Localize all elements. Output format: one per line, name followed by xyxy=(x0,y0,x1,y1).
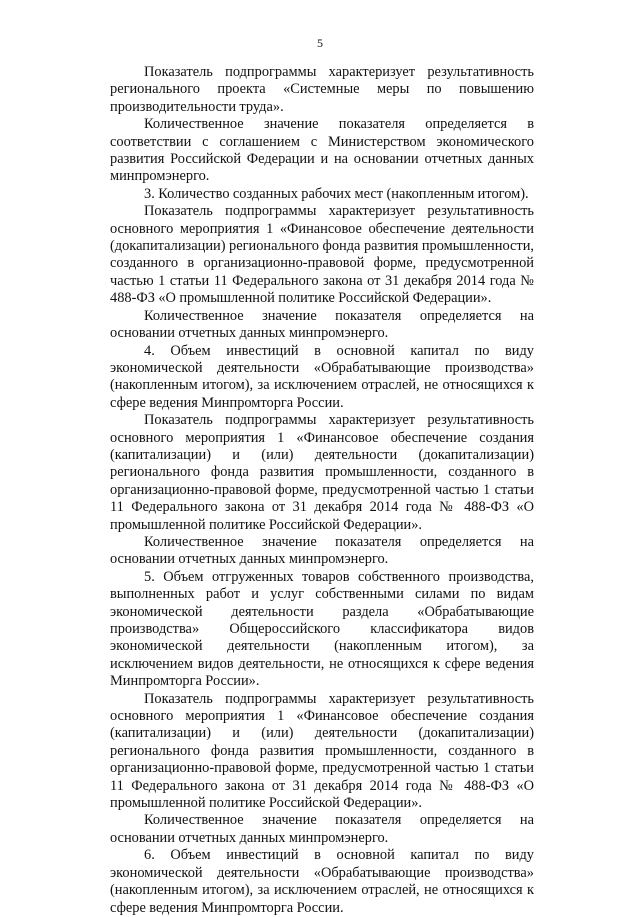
paragraph: Количественное значение показателя определяется на основании отчетных данных минпромэнерго. xyxy=(110,307,534,342)
paragraph: 5. Объем отгруженных товаров собственного производства, выполненных работ и услуг собственными силами по видам экономической деятельности раздела «Обрабатывающие производства» Общероссийского классификатора видов экономической деятельности (накопленным итогом), за исключением видов деятельности, не относящихся к сфере ведения Минпромторга России». xyxy=(110,568,534,690)
paragraph: Количественное значение показателя определяется на основании отчетных данных минпромэнерго. xyxy=(110,533,534,568)
paragraph: Показатель подпрограммы характеризует результативность регионального проекта «Системные меры по повышению производительности труда». xyxy=(110,64,534,115)
paragraph: 3. Количество созданных рабочих мест (накопленным итогом). xyxy=(144,185,529,202)
paragraph: 6. Объем инвестиций в основной капитал по виду экономической деятельности «Обрабатывающие производства» (накопленным итогом), за исключением отраслей, не относящихся к сфере ведения Минпромторга России. xyxy=(110,847,534,916)
page-number: 5 xyxy=(317,36,323,50)
paragraph: Показатель подпрограммы характеризует результативность основного мероприятия 1 «Финансовое обеспечение создания (капитализации) и (или) деятельности (докапитализации) регионального фонда развития промышленности, созданного в организационно-правовой форме, предусмотренной частью 1 статьи 11 Федерального закона от 31 декабря 2014 года № 488-ФЗ «О промышленной политике Российской Федерации». xyxy=(110,690,534,812)
paragraph: Показатель подпрограммы характеризует результативность основного мероприятия 1 «Финансовое обеспечение деятельности (докапитализации) регионального фонда развития промышленности, созданного в организационно-правовой форме, предусмотренной частью 1 статьи 11 Федерального закона от 31 декабря 2014 года № 488-ФЗ «О промышленной политике Российской Федерации». xyxy=(110,203,534,307)
paragraph: Количественное значение показателя определяется в соответствии с соглашением с Министерством экономического развития Российской Федерации и на основании отчетных данных минпромэнерго. xyxy=(110,116,534,185)
paragraph: 4. Объем инвестиций в основной капитал по виду экономической деятельности «Обрабатывающие производства» (накопленным итогом), за исключением отраслей, не относящихся к сфере ведения Минпромторга России. xyxy=(110,342,534,411)
paragraph: Показатель подпрограммы характеризует результативность основного мероприятия 1 «Финансовое обеспечение создания (капитализации) и (или) деятельности (докапитализации) регионального фонда развития промышленности, созданного в организационно-правовой форме, предусмотренной частью 1 статьи 11 Федерального закона от 31 декабря 2014 года № 488-ФЗ «О промышленной политике Российской Федерации». xyxy=(110,412,534,533)
document-body xyxy=(110,64,534,917)
paragraph: Количественное значение показателя определяется на основании отчетных данных минпромэнерго. xyxy=(110,812,534,846)
